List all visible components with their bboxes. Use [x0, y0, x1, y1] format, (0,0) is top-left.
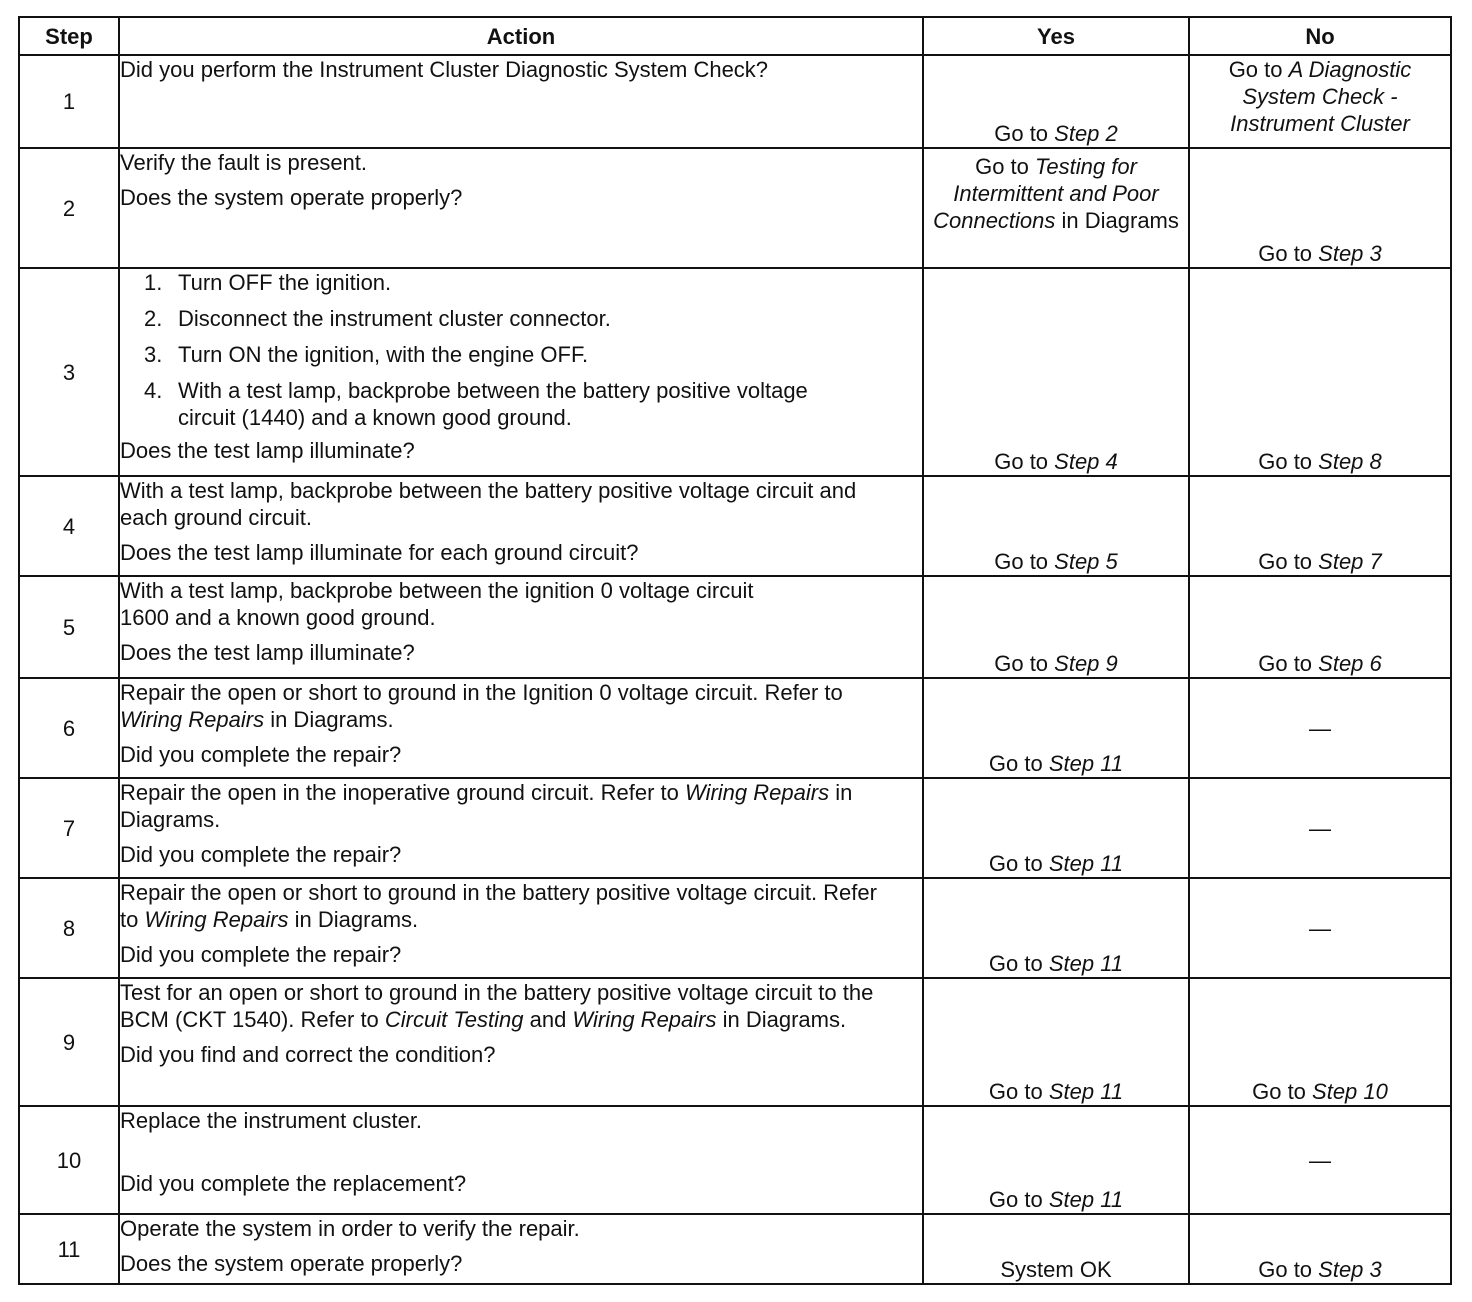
table-row [19, 55, 1451, 148]
no-ref: Step 3 [1318, 241, 1382, 266]
list-item [144, 305, 922, 332]
action-steps-list [120, 269, 922, 431]
no-dash: — [1309, 715, 1331, 741]
list-item-text: Turn ON the ignition, with the engine OFF. [178, 342, 589, 367]
yes-cell [923, 1106, 1189, 1214]
list-item [144, 269, 922, 296]
action-ref: Wiring Repairs [120, 707, 265, 732]
list-item-number: 2. [144, 306, 163, 331]
action-text-part: in Diagrams. [716, 1007, 847, 1032]
action-text-part: Test for an open or short to ground in the battery positive voltage circuit to the BCM (CKT 1540). Refer to [120, 980, 874, 1032]
action-text-part: in Diagrams. [264, 707, 394, 732]
yes-cell [923, 978, 1189, 1106]
no-ref: A Diagnostic System Check - Instrument Cluster [1230, 57, 1412, 136]
yes-cell [923, 476, 1189, 576]
yes-prefix: Go to [994, 121, 1055, 146]
yes-ref: Step 2 [1054, 121, 1118, 146]
step-number: 9 [19, 978, 119, 1106]
action-cell [119, 1106, 923, 1214]
list-item-text: Disconnect the instrument cluster connector. [178, 306, 611, 331]
action-text: With a test lamp, backprobe between the battery positive voltage circuit and each ground circuit. [120, 478, 857, 530]
yes-cell [923, 268, 1189, 476]
table-row [19, 148, 1451, 268]
step-number: 1 [19, 55, 119, 148]
action-text [120, 979, 880, 1033]
action-cell [119, 476, 923, 576]
action-ref: Wiring Repairs [144, 907, 289, 932]
action-question: Does the system operate properly? [120, 1251, 463, 1276]
action-question: Did you perform the Instrument Cluster Diagnostic System Check? [120, 57, 769, 82]
action-text: Replace the instrument cluster. [120, 1108, 423, 1133]
yes-prefix: Go to [994, 549, 1055, 574]
yes-ref: Step 11 [1048, 1079, 1124, 1104]
step-number: 3 [19, 268, 119, 476]
action-cell [119, 678, 923, 778]
no-prefix: Go to [1258, 549, 1319, 574]
action-question: Does the test lamp illuminate for each ground circuit? [120, 540, 639, 565]
action-question: Did you find and correct the condition? [120, 1042, 496, 1067]
no-prefix: Go to [1228, 57, 1289, 82]
no-ref: Step 3 [1318, 1257, 1382, 1282]
no-cell [1189, 148, 1451, 268]
list-item-text: With a test lamp, backprobe between the battery positive voltage circuit (1440) and a known good ground. [178, 378, 808, 430]
action-text [120, 779, 880, 833]
action-cell [119, 268, 923, 476]
no-prefix: Go to [1252, 1079, 1313, 1104]
no-ref: Step 7 [1318, 549, 1382, 574]
action-text: Operate the system in order to verify the repair. [120, 1216, 580, 1241]
table-row [19, 576, 1451, 678]
yes-prefix: Go to [988, 951, 1049, 976]
no-cell [1189, 1106, 1451, 1214]
yes-cell [923, 778, 1189, 878]
no-dash: — [1309, 815, 1331, 841]
no-cell [1189, 576, 1451, 678]
action-ref: Wiring Repairs [685, 780, 830, 805]
yes-prefix: Go to [988, 751, 1049, 776]
table-row [19, 476, 1451, 576]
step-number: 8 [19, 878, 119, 978]
yes-cell [923, 1214, 1189, 1284]
yes-suffix: in Diagrams [1055, 208, 1179, 233]
header-yes: Yes [923, 17, 1189, 55]
step-number: 2 [19, 148, 119, 268]
action-text [120, 679, 890, 733]
table-row [19, 878, 1451, 978]
table-row [19, 268, 1451, 476]
action-text: With a test lamp, backprobe between the ignition 0 voltage circuit 1600 and a known good ground. [120, 578, 754, 630]
action-text-part: in Diagrams. [120, 780, 853, 832]
yes-ref: Step 4 [1054, 449, 1118, 474]
action-text-part: Repair the open or short to ground in the Ignition 0 voltage circuit. Refer to [120, 680, 843, 705]
action-cell [119, 778, 923, 878]
header-step: Step [19, 17, 119, 55]
yes-prefix: Go to [994, 651, 1055, 676]
step-number: 4 [19, 476, 119, 576]
yes-prefix: Go to [988, 1187, 1049, 1212]
yes-ref: Step 11 [1048, 951, 1124, 976]
no-ref: Step 10 [1312, 1079, 1388, 1104]
header-action: Action [119, 17, 923, 55]
list-item [144, 341, 922, 368]
no-cell [1189, 476, 1451, 576]
no-dash: — [1309, 915, 1331, 941]
header-no: No [1189, 17, 1451, 55]
table-row [19, 1214, 1451, 1284]
yes-ref: Step 11 [1048, 1187, 1124, 1212]
no-cell [1189, 878, 1451, 978]
header-row [19, 17, 1451, 55]
table-row [19, 1106, 1451, 1214]
no-cell [1189, 55, 1451, 148]
yes-ref: Step 5 [1054, 549, 1118, 574]
step-number: 10 [19, 1106, 119, 1214]
no-cell [1189, 678, 1451, 778]
action-ref: Circuit Testing [384, 1007, 524, 1032]
step-number: 6 [19, 678, 119, 778]
yes-text: System OK [1000, 1257, 1112, 1282]
no-cell [1189, 778, 1451, 878]
no-cell [1189, 1214, 1451, 1284]
action-text: Verify the fault is present. [120, 150, 368, 175]
action-text-part: Repair the open in the inoperative ground circuit. Refer to [120, 780, 685, 805]
table-row [19, 678, 1451, 778]
yes-cell [923, 148, 1189, 268]
action-cell [119, 148, 923, 268]
action-question: Does the system operate properly? [120, 185, 463, 210]
list-item-number: 1. [144, 270, 163, 295]
list-item-text: Turn OFF the ignition. [178, 270, 392, 295]
action-cell [119, 55, 923, 148]
yes-ref: Step 11 [1048, 751, 1124, 776]
action-question: Did you complete the replacement? [120, 1171, 467, 1196]
action-question: Did you complete the repair? [120, 942, 402, 967]
action-text [120, 879, 880, 933]
yes-ref: Step 9 [1054, 651, 1118, 676]
list-item [144, 377, 922, 431]
yes-cell [923, 678, 1189, 778]
yes-ref: Testing for Intermittent and Poor Connections [933, 154, 1159, 233]
action-text-part: and [523, 1007, 573, 1032]
action-cell [119, 576, 923, 678]
list-item-number: 4. [144, 378, 163, 403]
yes-prefix: Go to [988, 1079, 1049, 1104]
step-number: 5 [19, 576, 119, 678]
diagnostic-table [18, 16, 1452, 1285]
no-ref: Step 8 [1318, 449, 1382, 474]
action-ref: Wiring Repairs [572, 1007, 717, 1032]
yes-prefix: Go to [994, 449, 1055, 474]
action-text-part: Repair the open or short to ground in the battery positive voltage circuit. Refer to [120, 880, 877, 932]
action-text-part: in Diagrams. [288, 907, 419, 932]
table-row [19, 978, 1451, 1106]
list-item-number: 3. [144, 342, 163, 367]
action-cell [119, 878, 923, 978]
yes-cell [923, 576, 1189, 678]
action-question: Did you complete the repair? [120, 842, 402, 867]
step-number: 11 [19, 1214, 119, 1284]
yes-cell [923, 878, 1189, 978]
no-prefix: Go to [1258, 449, 1319, 474]
no-dash: — [1309, 1147, 1331, 1173]
action-question: Does the test lamp illuminate? [120, 640, 415, 665]
yes-ref: Step 11 [1048, 851, 1124, 876]
no-prefix: Go to [1258, 651, 1319, 676]
no-cell [1189, 268, 1451, 476]
table-row [19, 778, 1451, 878]
step-number: 7 [19, 778, 119, 878]
action-question: Did you complete the repair? [120, 742, 402, 767]
no-prefix: Go to [1258, 1257, 1319, 1282]
yes-prefix: Go to [988, 851, 1049, 876]
no-cell [1189, 978, 1451, 1106]
yes-prefix: Go to [975, 154, 1035, 179]
no-prefix: Go to [1258, 241, 1319, 266]
action-cell [119, 1214, 923, 1284]
yes-cell [923, 55, 1189, 148]
no-ref: Step 6 [1318, 651, 1382, 676]
action-question: Does the test lamp illuminate? [120, 438, 415, 463]
action-cell [119, 978, 923, 1106]
